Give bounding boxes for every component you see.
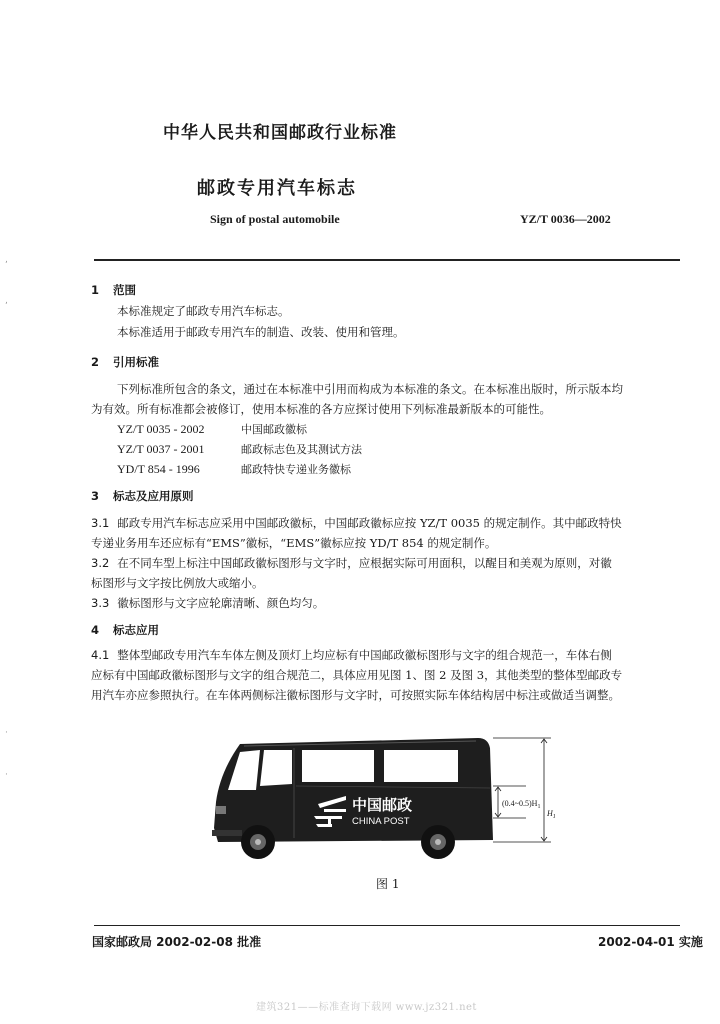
clause-text: 整体型邮政专用汽车车体左侧及顶灯上均应标有中国邮政徽标图形与文字的组合规范一，车体右侧 (117, 648, 612, 662)
header-rule (94, 259, 680, 261)
clause-3-1-line (91, 514, 622, 533)
implementation-date: 2002-04-01 实施 (598, 935, 703, 949)
section-title: 标志及应用原则 (113, 489, 194, 503)
reference-name: 中国邮政徽标 (241, 423, 307, 436)
footer-rule (94, 925, 680, 926)
clause-text: 徽标图形与文字应轮廓清晰、颜色均匀。 (117, 596, 325, 610)
figure-caption: 图 1 (376, 877, 400, 891)
paragraph: 本标准规定了邮政专用汽车标志。 (117, 304, 290, 318)
reference-code: YZ/T 0037 - 2001 (117, 442, 205, 456)
paragraph: 用汽车亦应参照执行。在车体两侧标注徽标图形与文字时，可按照实际车体结构居中标注或做适当调整。 (91, 688, 620, 702)
section-number: 3 (91, 489, 100, 503)
clause-3-2-line (91, 554, 612, 573)
paragraph: 为有效。所有标准都会被修订，使用本标准的各方应探讨使用下列标准最新版本的可能性。 (91, 402, 551, 416)
dimension-label-inner: $(0.4\sim 0.5)H_1$ (502, 799, 541, 810)
van-rear-wheel (421, 825, 455, 859)
margin-mark: , (5, 296, 8, 306)
section-1-heading (91, 282, 136, 298)
clause-number: 4.1 (91, 648, 110, 662)
van-side-window (384, 750, 458, 782)
paragraph: 标图形与文字按比例放大或缩小。 (91, 576, 264, 590)
margin-mark: , (5, 255, 8, 265)
section-number: 2 (91, 355, 100, 369)
clause-number: 3.2 (91, 556, 110, 570)
standard-title-en: Sign of postal automobile (210, 212, 340, 226)
reference-code: YD/T 854 - 1996 (117, 462, 200, 476)
section-number: 4 (91, 623, 100, 637)
clause-number: 3.1 (91, 516, 110, 530)
margin-mark: · (5, 770, 8, 780)
margin-mark: · (5, 728, 8, 738)
section-title: 引用标准 (113, 355, 159, 369)
section-4-heading (91, 622, 159, 638)
section-2-heading (91, 354, 159, 370)
van-front-wheel (241, 825, 275, 859)
section-3-heading (91, 488, 194, 504)
standard-number: YZ/T 0036—2002 (520, 212, 611, 226)
clause-text: 在不同车型上标注中国邮政徽标图形与文字时，应根据实际可用面积，以醒目和美观为原则，对徽 (117, 556, 612, 570)
dimension-label-outer: $H_1$ (547, 809, 556, 820)
section-title: 范围 (113, 283, 136, 297)
logo-text-en: CHINA POST (352, 816, 410, 827)
reference-name: 邮政特快专递业务徽标 (241, 463, 351, 476)
standard-title-cn: 邮政专用汽车标志 (197, 178, 357, 199)
clause-number: 3.3 (91, 596, 110, 610)
van-door-window (260, 750, 292, 786)
reference-item (117, 441, 362, 457)
reference-name: 邮政标志色及其测试方法 (241, 443, 362, 456)
reference-item (117, 421, 307, 437)
issued-date: 国家邮政局 2002-02-08 批准 (92, 935, 262, 949)
clause-3-3-line (91, 594, 324, 613)
paragraph: 本标准适用于邮政专用汽车的制造、改装、使用和管理。 (117, 325, 405, 339)
clause-text: 邮政专用汽车标志应采用中国邮政徽标，中国邮政徽标应按 YZ/T 0035 的规定制作。其中邮政特快 (117, 516, 622, 530)
paragraph: 应标有中国邮政徽标图形与文字的组合规范二，具体应用见图 1、图 2 及图 3，其他类型的整体型邮政专 (91, 668, 623, 682)
paragraph: 专递业务用车还应标有“EMS”徽标，“EMS”徽标应按 YD/T 854 的规定制作。 (91, 536, 497, 550)
section-number: 1 (91, 283, 100, 297)
clause-4-1-line (91, 646, 612, 665)
section-title: 标志应用 (113, 623, 159, 637)
paragraph: 下列标准所包含的条文，通过在本标准中引用而构成为本标准的条文。在本标准出版时，所示版本均 (117, 382, 623, 396)
postal-van-figure (206, 730, 566, 870)
watermark-text: 建筑321——标准查询下载网 www.jz321.net (256, 1002, 477, 1013)
reference-code: YZ/T 0035 - 2002 (117, 422, 205, 436)
issuing-organization: 中华人民共和国邮政行业标准 (163, 123, 397, 143)
reference-item (117, 461, 351, 477)
logo-text-cn: 中国邮政 (352, 796, 413, 814)
van-side-window (302, 750, 374, 782)
